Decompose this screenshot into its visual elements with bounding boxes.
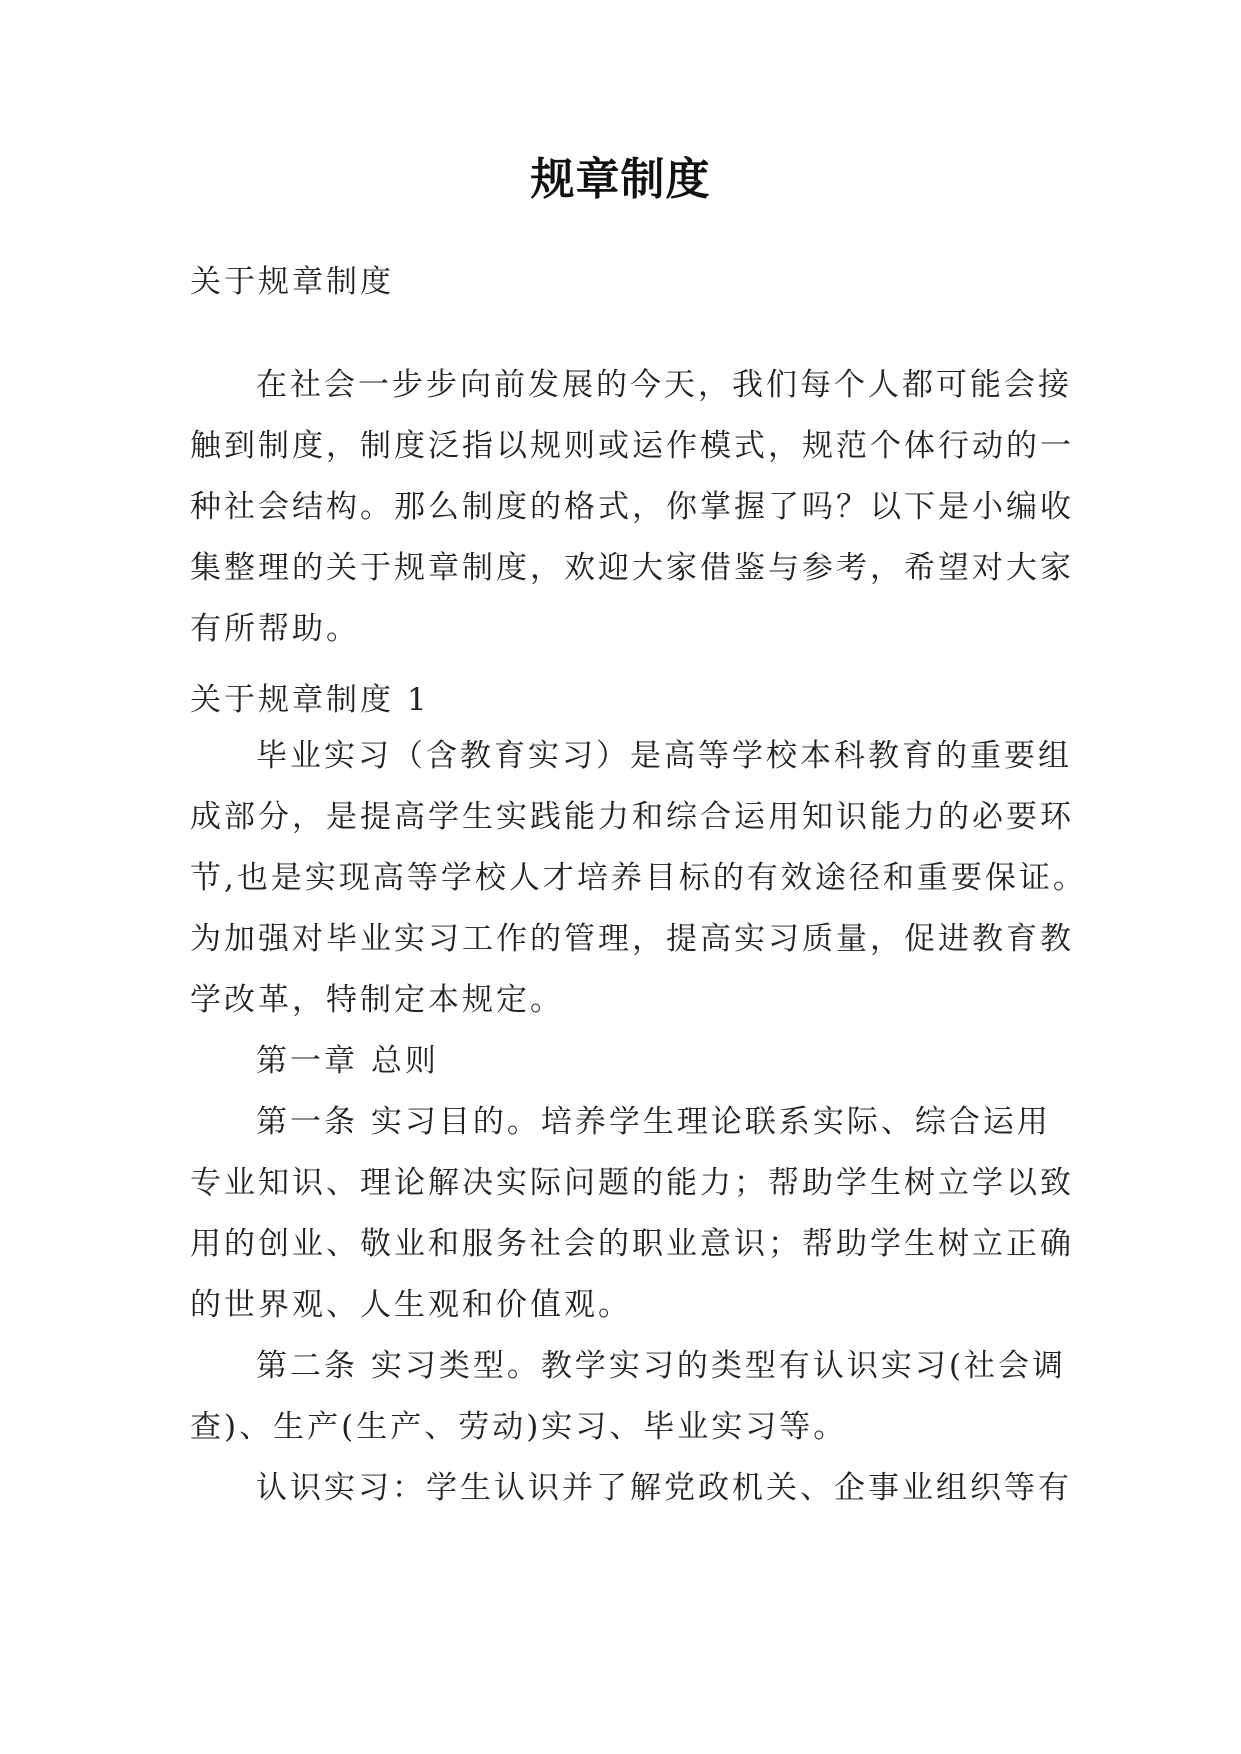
section-line: 为加强对毕业实习工作的管理，提高实习质量，促进教育教: [190, 921, 1074, 957]
intro-paragraph: [190, 355, 1074, 660]
section-line: 毕业实习（含教育实习）是高等学校本科教育的重要组: [256, 738, 1072, 774]
section-line: 节,也是实现高等学校人才培养目标的有效途径和重要保证。: [190, 860, 1087, 896]
section-line: 第二条 实习类型。教学实习的类型有认识实习(社会调: [256, 1348, 1066, 1384]
chapter-heading: 第一章 总则: [256, 1043, 439, 1079]
document-title: 规章制度: [530, 154, 711, 205]
document-subtitle: 关于规章制度: [190, 264, 394, 300]
intro-line: 触到制度，制度泛指以规则或运作模式，规范个体行动的一: [190, 428, 1074, 464]
section-line: 学改革，特制定本规定。: [190, 982, 564, 1018]
intro-line: 在社会一步步向前发展的今天，我们每个人都可能会接: [256, 367, 1072, 403]
section-heading: 关于规章制度 1: [190, 682, 430, 718]
intro-line: 种社会结构。那么制度的格式，你掌握了吗？以下是小编收: [190, 489, 1074, 525]
section-line: 用的创业、敬业和服务社会的职业意识；帮助学生树立正确: [190, 1226, 1074, 1262]
section-line: 查)、生产(生产、劳动)实习、毕业实习等。: [190, 1409, 848, 1445]
section-line: 成部分，是提高学生实践能力和综合运用知识能力的必要环: [190, 799, 1074, 835]
section-body: [190, 726, 1087, 1519]
section-line: 认识实习：学生认识并了解党政机关、企事业组织等有: [256, 1470, 1072, 1506]
intro-line: 有所帮助。: [190, 611, 360, 647]
section-line: 专业知识、理论解决实际问题的能力；帮助学生树立学以致: [190, 1165, 1074, 1201]
intro-line: 集整理的关于规章制度，欢迎大家借鉴与参考，希望对大家: [190, 550, 1074, 586]
section-line: 第一条 实习目的。培养学生理论联系实际、综合运用: [256, 1104, 1051, 1140]
section-line: 的世界观、人生观和价值观。: [190, 1287, 632, 1323]
